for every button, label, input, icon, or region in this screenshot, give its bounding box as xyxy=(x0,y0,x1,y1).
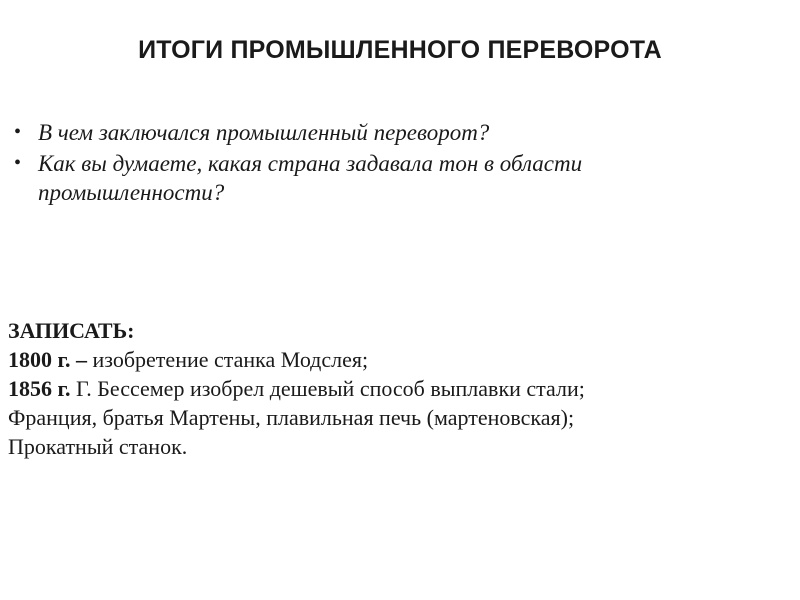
bullet-icon: • xyxy=(14,152,22,174)
notes-text: Франция, братья Мартены, плавильная печь (мартеновская); xyxy=(8,405,575,430)
question-item xyxy=(14,118,754,147)
notes-line xyxy=(8,403,788,432)
notes-block xyxy=(8,316,788,461)
question-text: Как вы думаете, какая страна задавала тон в области промышленности? xyxy=(38,151,583,205)
question-text: В чем заключался промышленный переворот? xyxy=(38,120,490,145)
notes-text: Прокатный станок. xyxy=(8,434,188,459)
notes-text: изобретение станка Модслея; xyxy=(87,347,369,372)
notes-text: Г. Бессемер изобрел дешевый способ выплавки стали; xyxy=(70,376,585,401)
notes-date: 1800 г. – xyxy=(8,347,88,372)
notes-date: 1856 г. xyxy=(8,376,71,401)
notes-line xyxy=(8,432,788,461)
notes-line xyxy=(8,345,788,374)
bullet-icon: • xyxy=(14,121,22,143)
question-item xyxy=(14,149,754,207)
question-list xyxy=(14,118,754,209)
notes-heading: ЗАПИСАТЬ: xyxy=(8,318,135,343)
slide-title: ИТОГИ ПРОМЫШЛЕННОГО ПЕРЕВОРОТА xyxy=(138,36,662,64)
notes-line xyxy=(8,374,788,403)
